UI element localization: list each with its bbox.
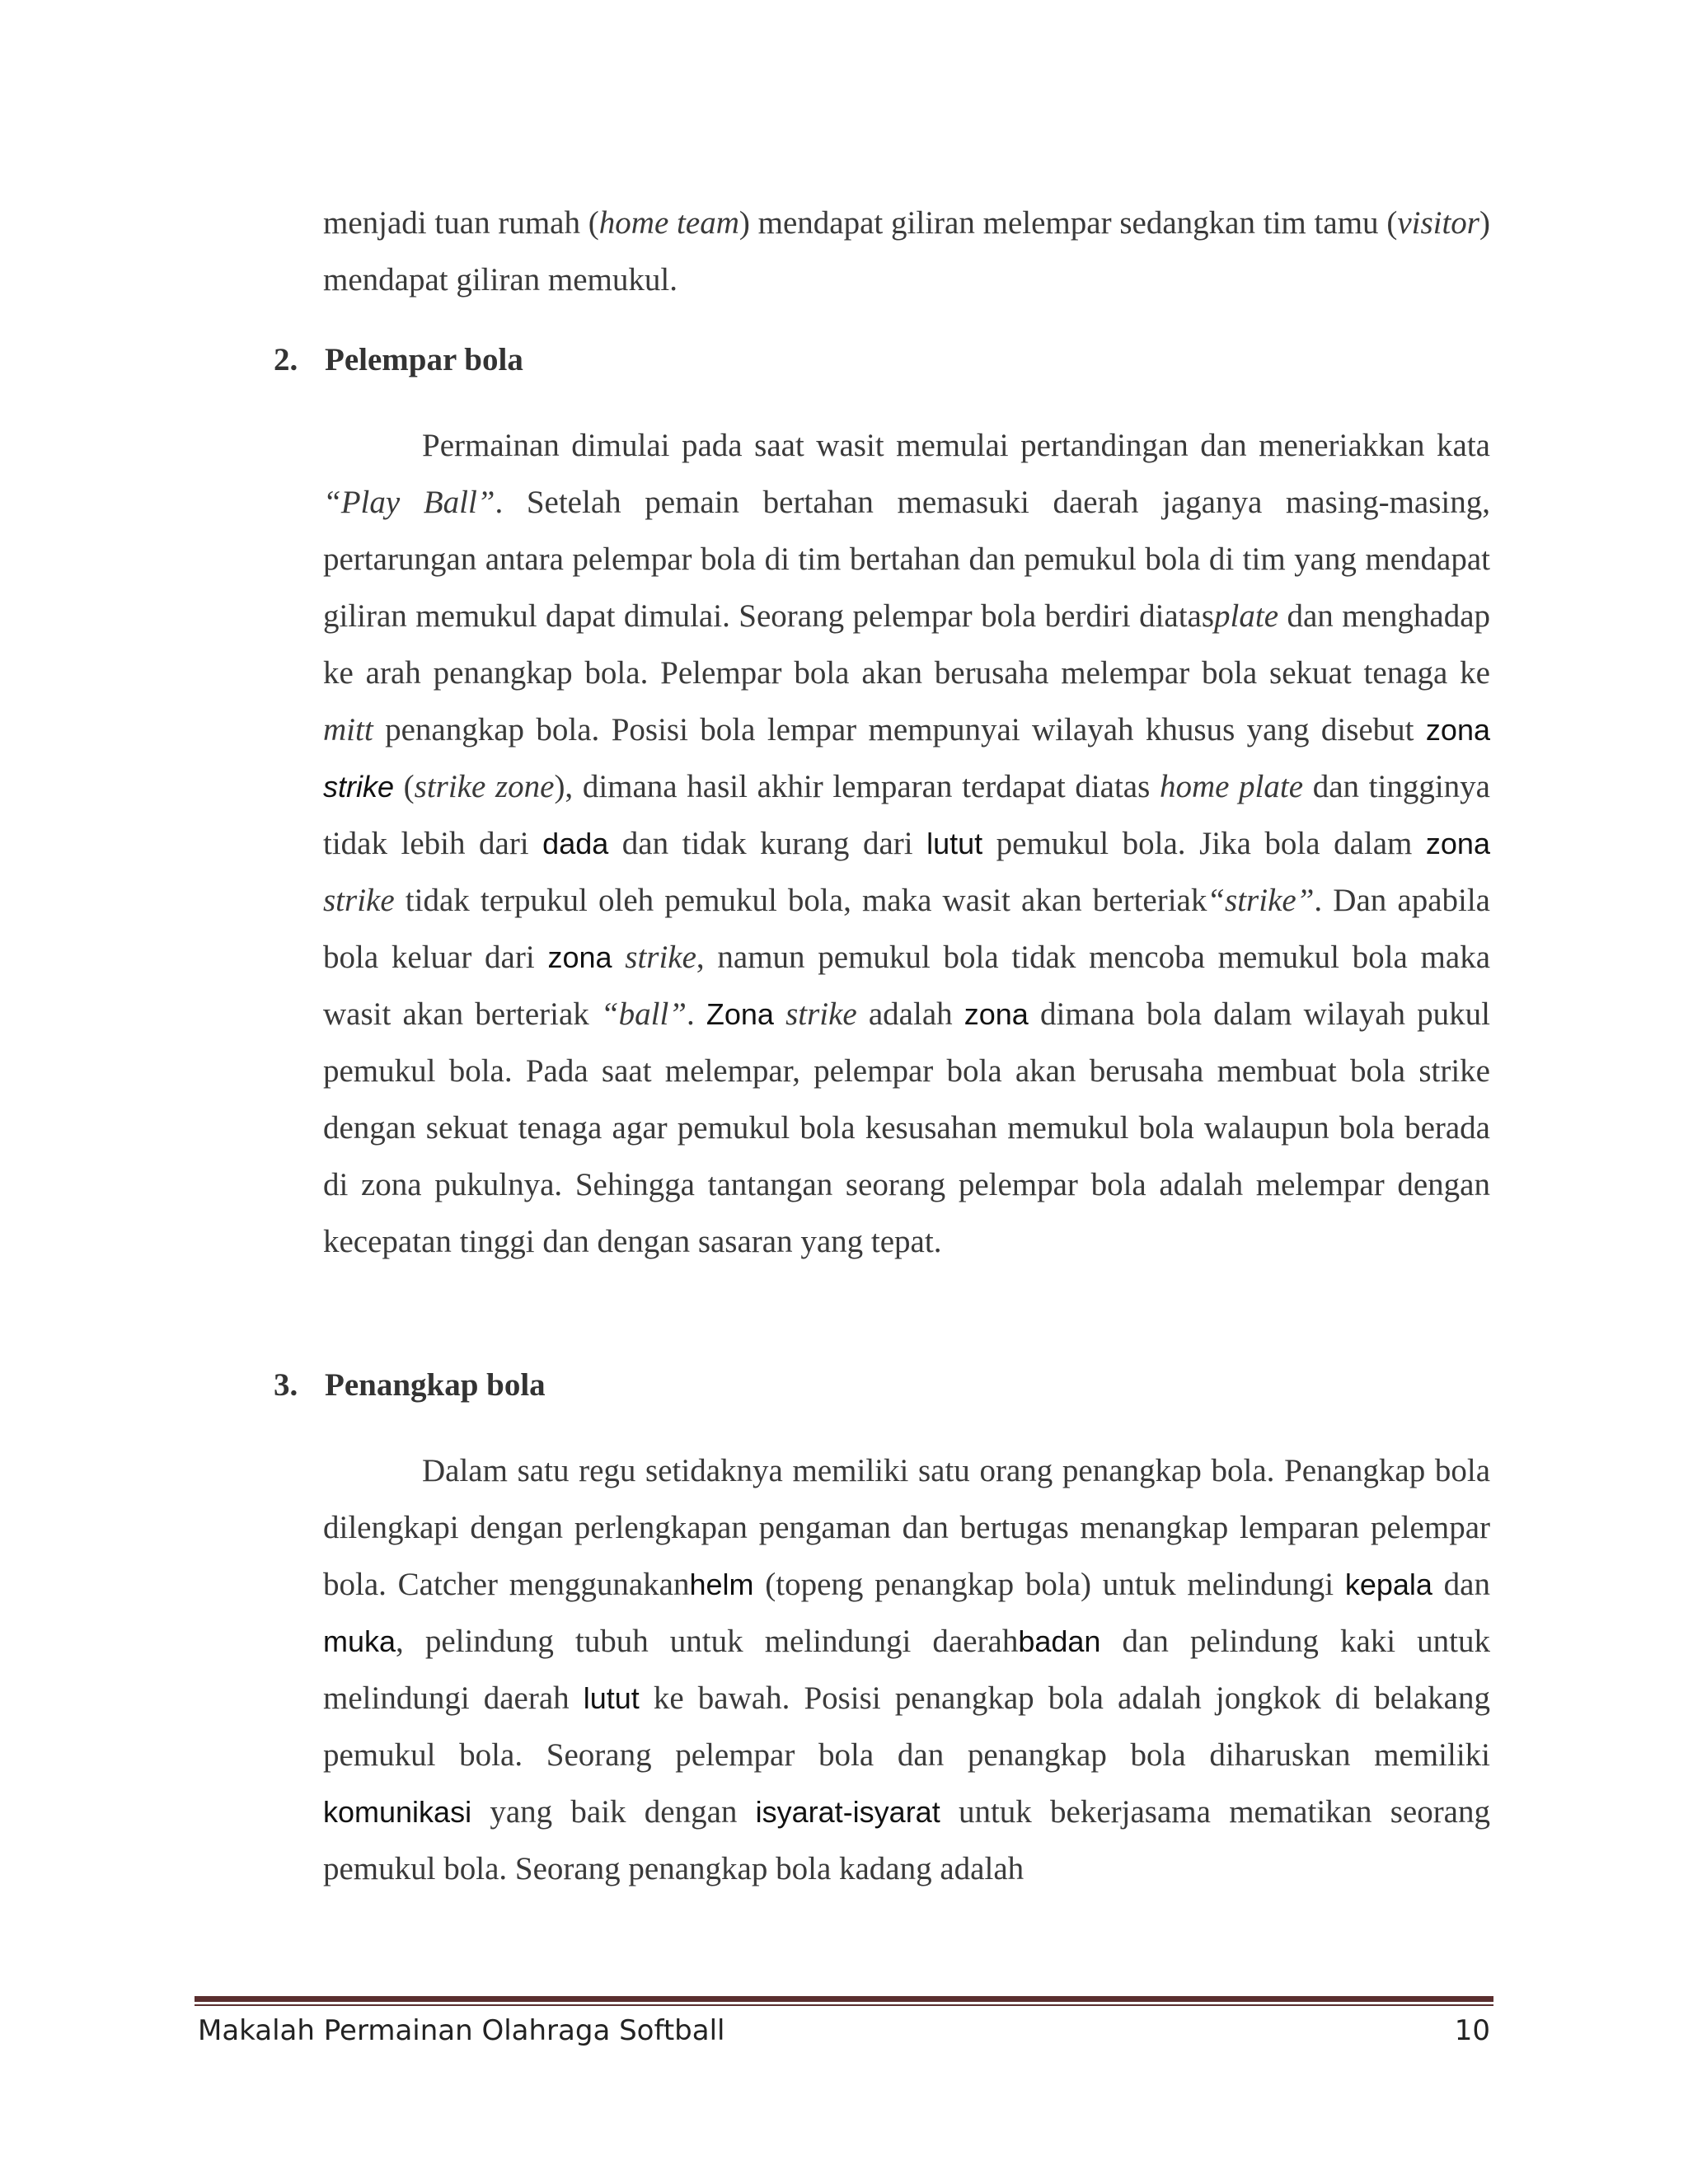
footer-rule xyxy=(195,1996,1493,2002)
section-title: Pelempar bola xyxy=(325,342,523,377)
section-heading-pelempar xyxy=(274,340,523,381)
footer-rule-thin xyxy=(195,2004,1493,2006)
paragraph-pelempar: Permainan dimulai pada saat wasit memulai pertandingan dan meneriakkan kata “Play Ball”. Setelah pemain bertahan memasuki daerah jaganya masing-masing, pertarungan antara pelempar bola di tim bertahan dan pemukul bola di tim yang mendapat giliran memukul dapat dimulai. Seorang pelempar bola berdiri diatasplate dan menghadap ke arah penangkap bola. Pelempar bola akan berusaha melempar bola sekuat tenaga ke mitt penangkap bola. Posisi bola lempar mempunyai wilayah khusus yang disebut zona strike (strike zone), dimana hasil akhir lemparan terdapat diatas home plate dan tingginya tidak lebih dari dada dan tidak kurang dari lutut pemukul bola. Jika bola dalam zona strike tidak terpukul oleh pemukul bola, maka wasit akan berteriak“strike”. Dan apabila bola keluar dari zona strike, namun pemukul bola tidak mencoba memukul bola maka wasit akan berteriak “ball”. Zona strike adalah zona dimana bola dalam wilayah pukul pemukul bola. Pada saat melempar, pelempar bola akan berusaha membuat bola strike dengan sekuat tenaga agar pemukul bola kesusahan memukul bola walaupun bola berada di zona pukulnya. Sehingga tantangan seorang pelempar bola adalah melempar dengan kecepatan tinggi dan dengan sasaran yang tepat. xyxy=(323,428,1491,1259)
section-title: Penangkap bola xyxy=(325,1367,546,1403)
section-number: 3. xyxy=(274,1367,298,1403)
section-number: 2. xyxy=(274,342,298,377)
paragraph-continuation: menjadi tuan rumah (home team) mendapat giliran melempar sedangkan tim tamu (visitor) mendapat giliran memukul. xyxy=(323,205,1490,298)
page-number: 10 xyxy=(1454,2014,1490,2047)
footer-title: Makalah Permainan Olahraga Softball xyxy=(198,2014,725,2047)
paragraph-penangkap: Dalam satu regu setidaknya memiliki satu orang penangkap bola. Penangkap bola dilengkapi dengan perlengkapan pengaman dan bertugas menangkap lemparan pelempar bola. Catcher menggunakanhelm (topeng penangkap bola) untuk melindungi kepala dan muka, pelindung tubuh untuk melindungi daerahbadan dan pelindung kaki untuk melindungi daerah lutut ke bawah. Posisi penangkap bola adalah jongkok di belakang pemukul bola. Seorang pelempar bola dan penangkap bola diharuskan memiliki komunikasi yang baik dengan isyarat-isyarat untuk bekerjasama mematikan seorang pemukul bola. Seorang penangkap bola kadang adalah xyxy=(323,1453,1490,1886)
section-heading-penangkap xyxy=(274,1365,546,1406)
